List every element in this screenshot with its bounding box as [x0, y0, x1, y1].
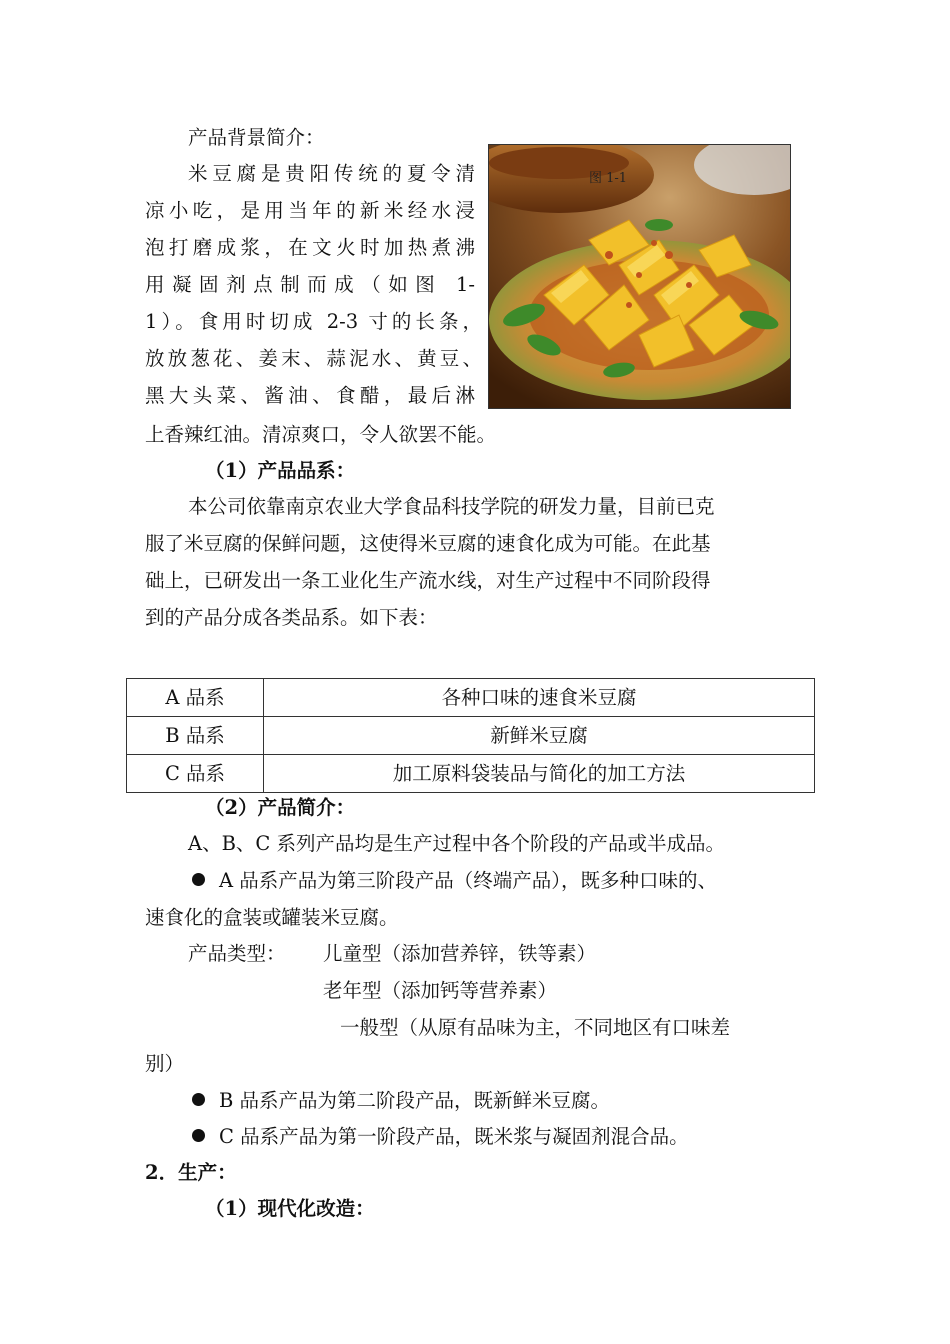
bullet-b [192, 1088, 610, 1114]
bullet-a-text: A 品系产品为第三阶段产品（终端产品），既多种口味的、 [219, 869, 718, 892]
intro-line-5: 1）。食用时切成 2-3 寸的长条， [145, 310, 482, 333]
bullet-dot-icon [192, 873, 205, 886]
bullet-b-text: B 品系产品为第二阶段产品，既新鲜米豆腐。 [219, 1089, 611, 1112]
section1-line-3: 础上，已研发出一条工业化生产流水线，对生产过程中不同阶段得 [145, 569, 711, 592]
product-series-table [126, 678, 815, 793]
product-type-general: 一般型（从原有品味为主，不同地区有口味差 [340, 1016, 731, 1039]
intro-line-2: 凉小吃，是用当年的新米经水浸 [145, 199, 475, 222]
section1-heading: （1）产品品系： [205, 459, 356, 482]
bullet-a [192, 868, 717, 894]
series-desc: 加工原料袋装品与简化的加工方法 [264, 755, 815, 793]
series-desc: 新鲜米豆腐 [264, 717, 815, 755]
table-row [127, 717, 815, 755]
intro-line-6: 放放葱花、姜末、蒜泥水、黄豆、 [145, 347, 482, 370]
series-name: B 品系 [127, 717, 264, 755]
section3-subheading: （1）现代化改造： [205, 1197, 375, 1220]
intro-line-8: 上香辣红油。清凉爽口，令人欲罢不能。 [145, 423, 497, 446]
series-desc: 各种口味的速食米豆腐 [264, 679, 815, 717]
section3-heading: 2．生产： [145, 1161, 237, 1184]
section1-line-4: 到的产品分成各类品系。如下表： [145, 606, 438, 629]
rice-tofu-photo [488, 144, 791, 409]
section1-line-2: 服了米豆腐的保鲜问题，这使得米豆腐的速食化成为可能。在此基 [145, 532, 711, 555]
bullet-a-cont: 速食化的盒装或罐装米豆腐。 [145, 906, 399, 929]
intro-line-7: 黑大头菜、酱油、食醋，最后淋 [145, 384, 475, 407]
figure-caption: 图 1-1 [589, 171, 628, 186]
bullet-c-text: C 品系产品为第一阶段产品，既米浆与凝固剂混合品。 [219, 1125, 689, 1148]
bullet-dot-icon [192, 1093, 205, 1106]
bullet-dot-icon [192, 1129, 205, 1142]
intro-line-1: 米豆腐是贵阳传统的夏令清 [188, 162, 475, 185]
table-row [127, 755, 815, 793]
product-type-child: 儿童型（添加营养锌，铁等素） [323, 942, 597, 965]
series-name: C 品系 [127, 755, 264, 793]
intro-heading: 产品背景简介： [188, 126, 325, 149]
intro-line-4: 用凝固剂点制而成（如图 1- [145, 273, 475, 296]
section2-line-1: A、B、C 系列产品均是生产过程中各个阶段的产品或半成品。 [188, 832, 726, 855]
product-type-elderly: 老年型（添加钙等营养素） [323, 979, 558, 1002]
section1-line-1: 本公司依靠南京农业大学食品科技学院的研发力量，目前已克 [188, 495, 715, 518]
series-name: A 品系 [127, 679, 264, 717]
section2-heading: （2）产品简介： [205, 796, 356, 819]
table-row [127, 679, 815, 717]
product-types-label: 产品类型： [188, 942, 286, 965]
intro-line-3: 泡打磨成浆，在文火时加热煮沸 [145, 236, 475, 259]
product-type-general-cont: 别） [145, 1052, 185, 1075]
bullet-c [192, 1124, 689, 1150]
